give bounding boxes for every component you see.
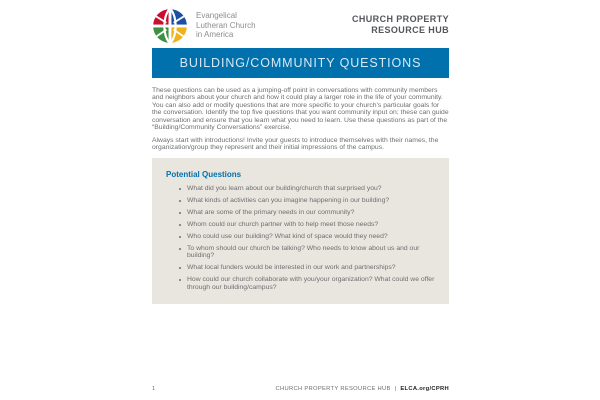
page-title: BUILDING/COMMUNITY QUESTIONS	[179, 56, 422, 70]
bullet-icon	[179, 212, 181, 214]
question-item	[179, 209, 435, 216]
question-item	[179, 185, 435, 192]
resource-hub-title	[352, 14, 449, 36]
bullet-icon	[179, 236, 181, 238]
question-text: How could our church collaborate with you/your organization? What could we offer through our building/campus?	[187, 276, 435, 291]
question-text: What are some of the primary needs in our community?	[187, 209, 355, 216]
question-item	[179, 276, 435, 291]
elca-cprh-link[interactable]: ELCA.org/CPRH	[400, 386, 449, 392]
footer-label: CHURCH PROPERTY RESOURCE HUB	[275, 386, 391, 392]
bullet-icon	[179, 248, 181, 250]
document-footer	[152, 386, 449, 393]
question-item	[179, 221, 435, 228]
bullet-icon	[179, 200, 181, 202]
question-text: To whom should our church be talking? Who needs to know about us and our building?	[187, 245, 420, 260]
question-item	[179, 197, 435, 204]
potential-questions-box	[152, 158, 449, 304]
footer-separator: |	[394, 386, 397, 392]
potential-questions-heading: Potential Questions	[166, 170, 242, 179]
intro-paragraph-1: These questions can be used as a jumping-off point in conversations with community members and neighbors about your church and how it could play a larger role in the life of your community. You can also add or modify questions that are more specific to your church’s particular goals for the conversation. Identify the top five questions that you want community input on; these can guide conversation and ensure that you learn what you need to learn. Use these questions as part of the “Building/Community Conversations” exercise.	[152, 87, 449, 132]
bullet-icon	[179, 279, 181, 281]
document-header	[152, 8, 449, 46]
question-item	[179, 233, 435, 240]
question-text: Who could use our building? What kind of space would they need?	[187, 233, 388, 240]
org-name	[196, 11, 256, 40]
bullet-icon	[179, 224, 181, 226]
bullet-icon	[179, 188, 181, 190]
question-item	[179, 264, 435, 271]
org-name-line: Evangelical	[196, 11, 237, 20]
question-text: What did you learn about our building/church that surprised you?	[187, 185, 382, 192]
hub-title-line: RESOURCE HUB	[371, 25, 449, 35]
question-text: What local funders would be interested in our work and partnerships?	[187, 264, 396, 272]
page-title-banner	[152, 48, 449, 78]
org-name-line: in America	[196, 30, 234, 40]
question-text: What kinds of activities can you imagine happening in our building?	[187, 197, 390, 204]
bullet-icon	[179, 267, 181, 269]
page-number: 1	[152, 386, 156, 392]
hub-title-line: CHURCH PROPERTY	[351, 14, 449, 24]
question-item	[179, 245, 435, 260]
elca-logo-icon	[152, 8, 188, 44]
intro-paragraph-2: Always start with introductions! Invite your guests to introduce themselves with their names, the organization/group they represent and their initial impressions of the campus.	[152, 137, 439, 152]
question-text: Whom could our church partner with to help meet those needs?	[187, 221, 379, 228]
org-name-line: Lutheran Church	[196, 20, 256, 30]
footer-right	[276, 386, 449, 393]
questions-list	[166, 185, 435, 291]
